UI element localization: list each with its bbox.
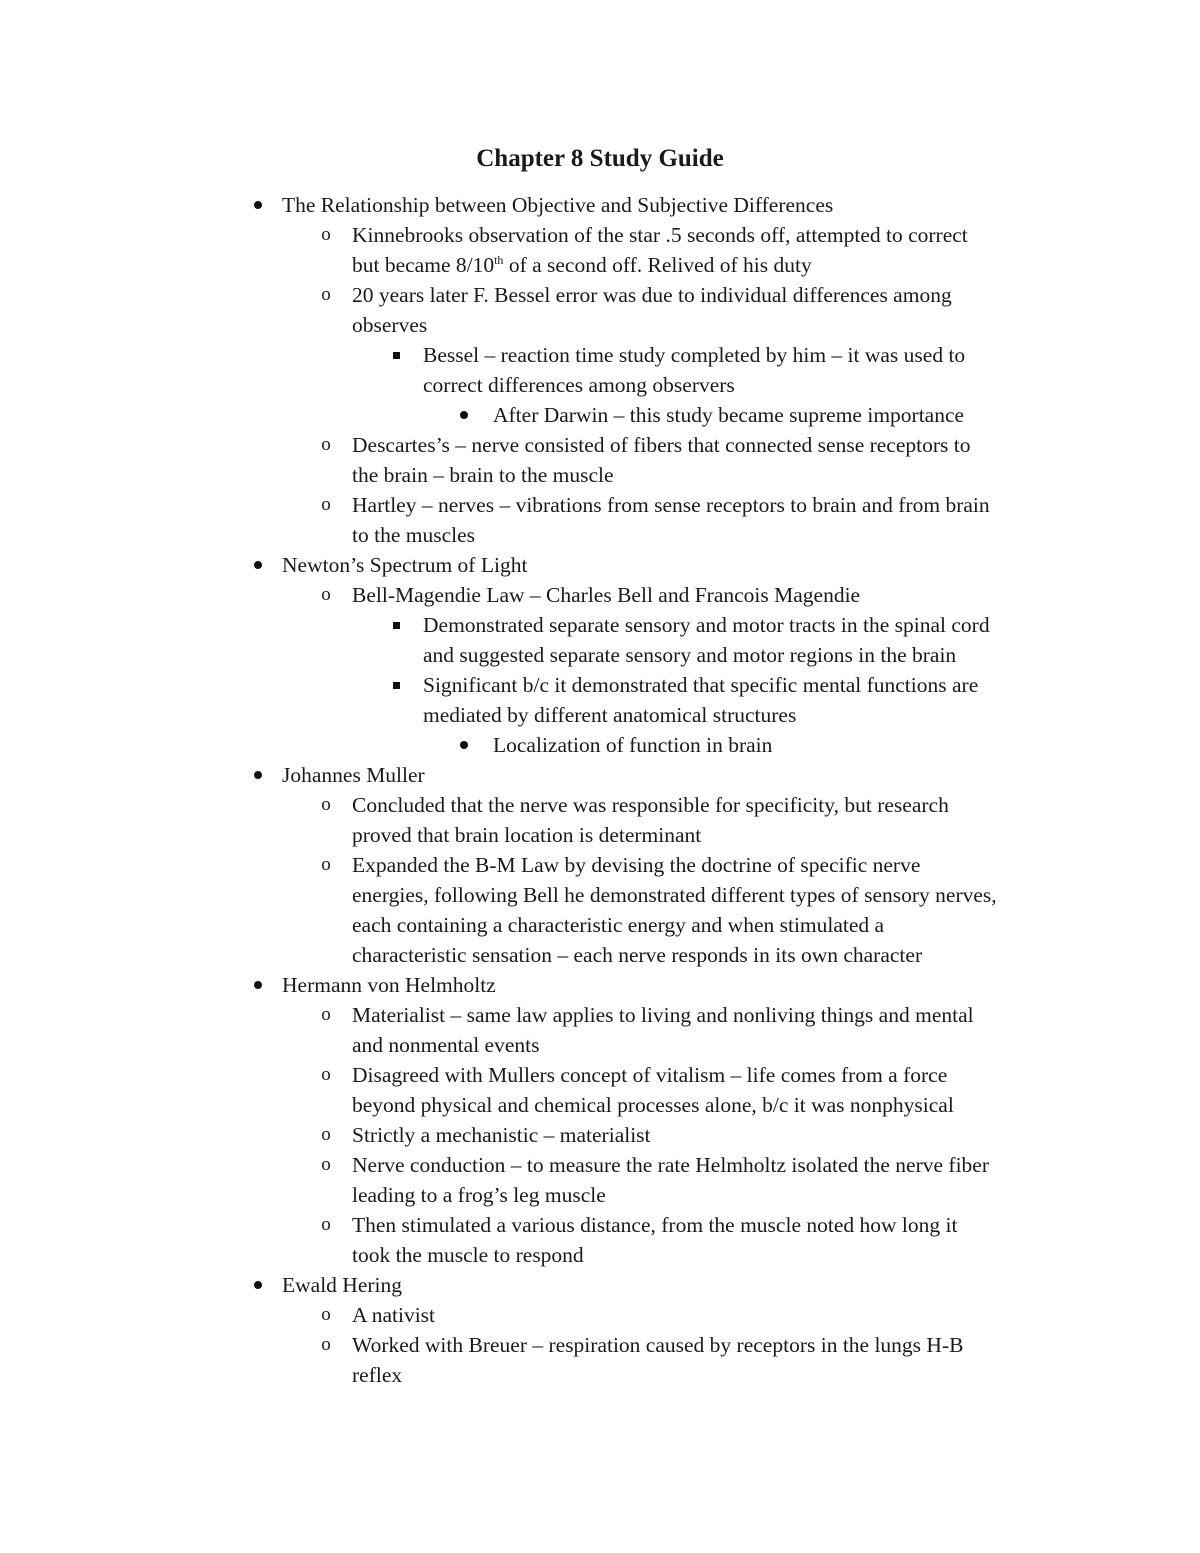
list-item-text (352, 280, 1072, 340)
bullet-dot-icon (248, 1270, 268, 1300)
list-item-text (282, 1270, 1072, 1300)
bullet-circle-icon: o (321, 1214, 331, 1235)
list-item-level-2 (0, 220, 1200, 280)
text-line: the brain – brain to the muscle (352, 463, 614, 487)
text-line: took the muscle to respond (352, 1243, 584, 1267)
list-item-level-2 (0, 1150, 1200, 1210)
text-line: Ewald Hering (282, 1273, 403, 1297)
bullet-circle-icon: o (321, 854, 331, 875)
list-item-text (352, 1300, 1072, 1330)
list-item-level-3 (0, 670, 1200, 730)
list-item-level-2 (0, 430, 1200, 490)
list-item-text (352, 850, 1072, 970)
list-item-text (352, 1000, 1072, 1060)
list-item-level-2 (0, 790, 1200, 850)
list-item-text (282, 190, 1072, 220)
bullet-dot-icon (248, 760, 268, 790)
list-item-level-2 (0, 1210, 1200, 1270)
bullet-circle-icon: o (321, 794, 331, 815)
list-item-text (352, 580, 1072, 610)
list-item-text (352, 220, 1072, 280)
list-item-text (352, 1330, 1072, 1390)
list-item-text (493, 400, 1073, 430)
list-item-text (352, 1060, 1072, 1120)
text-line: After Darwin – this study became supreme importance (493, 403, 965, 427)
list-item-level-2 (0, 580, 1200, 610)
text-line: Nerve conduction – to measure the rate Helmholtz isolated the nerve fiber (352, 1153, 989, 1177)
text-line: Materialist – same law applies to living and nonliving things and mental (352, 1003, 974, 1027)
text-line: Descartes’s – nerve consisted of fibers that connected sense receptors to (352, 433, 971, 457)
text-line: Bell-Magendie Law – Charles Bell and Francois Magendie (352, 583, 861, 607)
study-guide-list (0, 190, 1200, 1390)
text-line: Then stimulated a various distance, from the muscle noted how long it (352, 1213, 958, 1237)
list-item-text (352, 790, 1072, 850)
text-line: to the muscles (352, 523, 476, 547)
list-item-level-1 (0, 550, 1200, 580)
text-line: characteristic sensation – each nerve responds in its own character (352, 943, 923, 967)
list-item-level-1 (0, 970, 1200, 1000)
list-item-text (423, 670, 1073, 730)
list-item-level-1 (0, 1270, 1200, 1300)
list-item-level-2 (0, 280, 1200, 340)
text-line: mediated by different anatomical structures (423, 703, 797, 727)
bullet-circle-icon: o (321, 1154, 331, 1175)
text-line: each containing a characteristic energy and when stimulated a (352, 913, 885, 937)
list-item-level-4 (0, 730, 1200, 760)
list-item-level-2 (0, 1120, 1200, 1150)
text-line: Worked with Breuer – respiration caused by receptors in the lungs H-B (352, 1333, 964, 1357)
page-title: Chapter 8 Study Guide (476, 145, 724, 172)
list-item-level-2 (0, 1060, 1200, 1120)
list-item-text (423, 340, 1073, 400)
list-item-text (282, 970, 1072, 1000)
list-item-text (352, 430, 1072, 490)
text-line: Hermann von Helmholtz (282, 973, 496, 997)
bullet-circle-icon: o (321, 284, 331, 305)
list-item-text (423, 610, 1073, 670)
text-line: Localization of function in brain (493, 733, 773, 757)
text-line: Expanded the B-M Law by devising the doctrine of specific nerve (352, 853, 921, 877)
superscript-text: th (494, 252, 504, 267)
bullet-dot-icon (248, 970, 268, 1000)
list-item-text (282, 550, 1072, 580)
text-line: but became 8/10 (352, 253, 495, 277)
text-line: reflex (352, 1363, 403, 1387)
text-line: and suggested separate sensory and motor regions in the brain (423, 643, 957, 667)
text-line: Concluded that the nerve was responsible for specificity, but research (352, 793, 949, 817)
text-line: correct differences among observers (423, 373, 735, 397)
text-line: and nonmental events (352, 1033, 540, 1057)
list-item-level-2 (0, 850, 1200, 970)
bullet-circle-icon: o (321, 1064, 331, 1085)
list-item-text (282, 760, 1072, 790)
list-item-level-3 (0, 340, 1200, 400)
list-item-text (352, 1120, 1072, 1150)
bullet-circle-icon: o (321, 584, 331, 605)
list-item-level-4 (0, 400, 1200, 430)
bullet-square-icon (386, 670, 406, 700)
text-line: Demonstrated separate sensory and motor tracts in the spinal cord (423, 613, 990, 637)
text-line: 20 years later F. Bessel error was due to individual differences among (352, 283, 952, 307)
text-line: leading to a frog’s leg muscle (352, 1183, 606, 1207)
text-line: Bessel – reaction time study completed by him – it was used to (423, 343, 966, 367)
bullet-square-icon (386, 340, 406, 370)
list-item-text (352, 490, 1072, 550)
text-line: energies, following Bell he demonstrated different types of sensory nerves, (352, 883, 997, 907)
bullet-circle-icon: o (321, 1124, 331, 1145)
bullet-circle-icon: o (321, 494, 331, 515)
text-line: Kinnebrooks observation of the star .5 seconds off, attempted to correct (352, 223, 968, 247)
bullet-dot-icon (454, 400, 474, 430)
bullet-circle-icon: o (321, 1304, 331, 1325)
list-item-level-2 (0, 490, 1200, 550)
text-line: observes (352, 313, 428, 337)
list-item-text (352, 1210, 1072, 1270)
text-line: beyond physical and chemical processes alone, b/c it was nonphysical (352, 1093, 954, 1117)
list-item-level-2 (0, 1300, 1200, 1330)
text-line: of a second off. Relived of his duty (503, 253, 812, 277)
bullet-circle-icon: o (321, 434, 331, 455)
text-line: Newton’s Spectrum of Light (282, 553, 528, 577)
bullet-dot-icon (248, 550, 268, 580)
list-item-level-1 (0, 190, 1200, 220)
text-line: Hartley – nerves – vibrations from sense receptors to brain and from brain (352, 493, 990, 517)
list-item-level-3 (0, 610, 1200, 670)
bullet-circle-icon: o (321, 224, 331, 245)
list-item-level-2 (0, 1000, 1200, 1060)
list-item-level-1 (0, 760, 1200, 790)
text-line: Significant b/c it demonstrated that specific mental functions are (423, 673, 979, 697)
bullet-dot-icon (454, 730, 474, 760)
text-line: proved that brain location is determinant (352, 823, 702, 847)
list-item-text (493, 730, 1073, 760)
list-item-level-2 (0, 1330, 1200, 1390)
bullet-dot-icon (248, 190, 268, 220)
text-line: Disagreed with Mullers concept of vitalism – life comes from a force (352, 1063, 948, 1087)
text-line: Strictly a mechanistic – materialist (352, 1123, 651, 1147)
text-line: A nativist (352, 1303, 436, 1327)
bullet-circle-icon: o (321, 1004, 331, 1025)
list-item-text (352, 1150, 1072, 1210)
text-line: The Relationship between Objective and Subjective Differences (282, 193, 834, 217)
bullet-circle-icon: o (321, 1334, 331, 1355)
bullet-square-icon (386, 610, 406, 640)
text-line: Johannes Muller (282, 763, 425, 787)
